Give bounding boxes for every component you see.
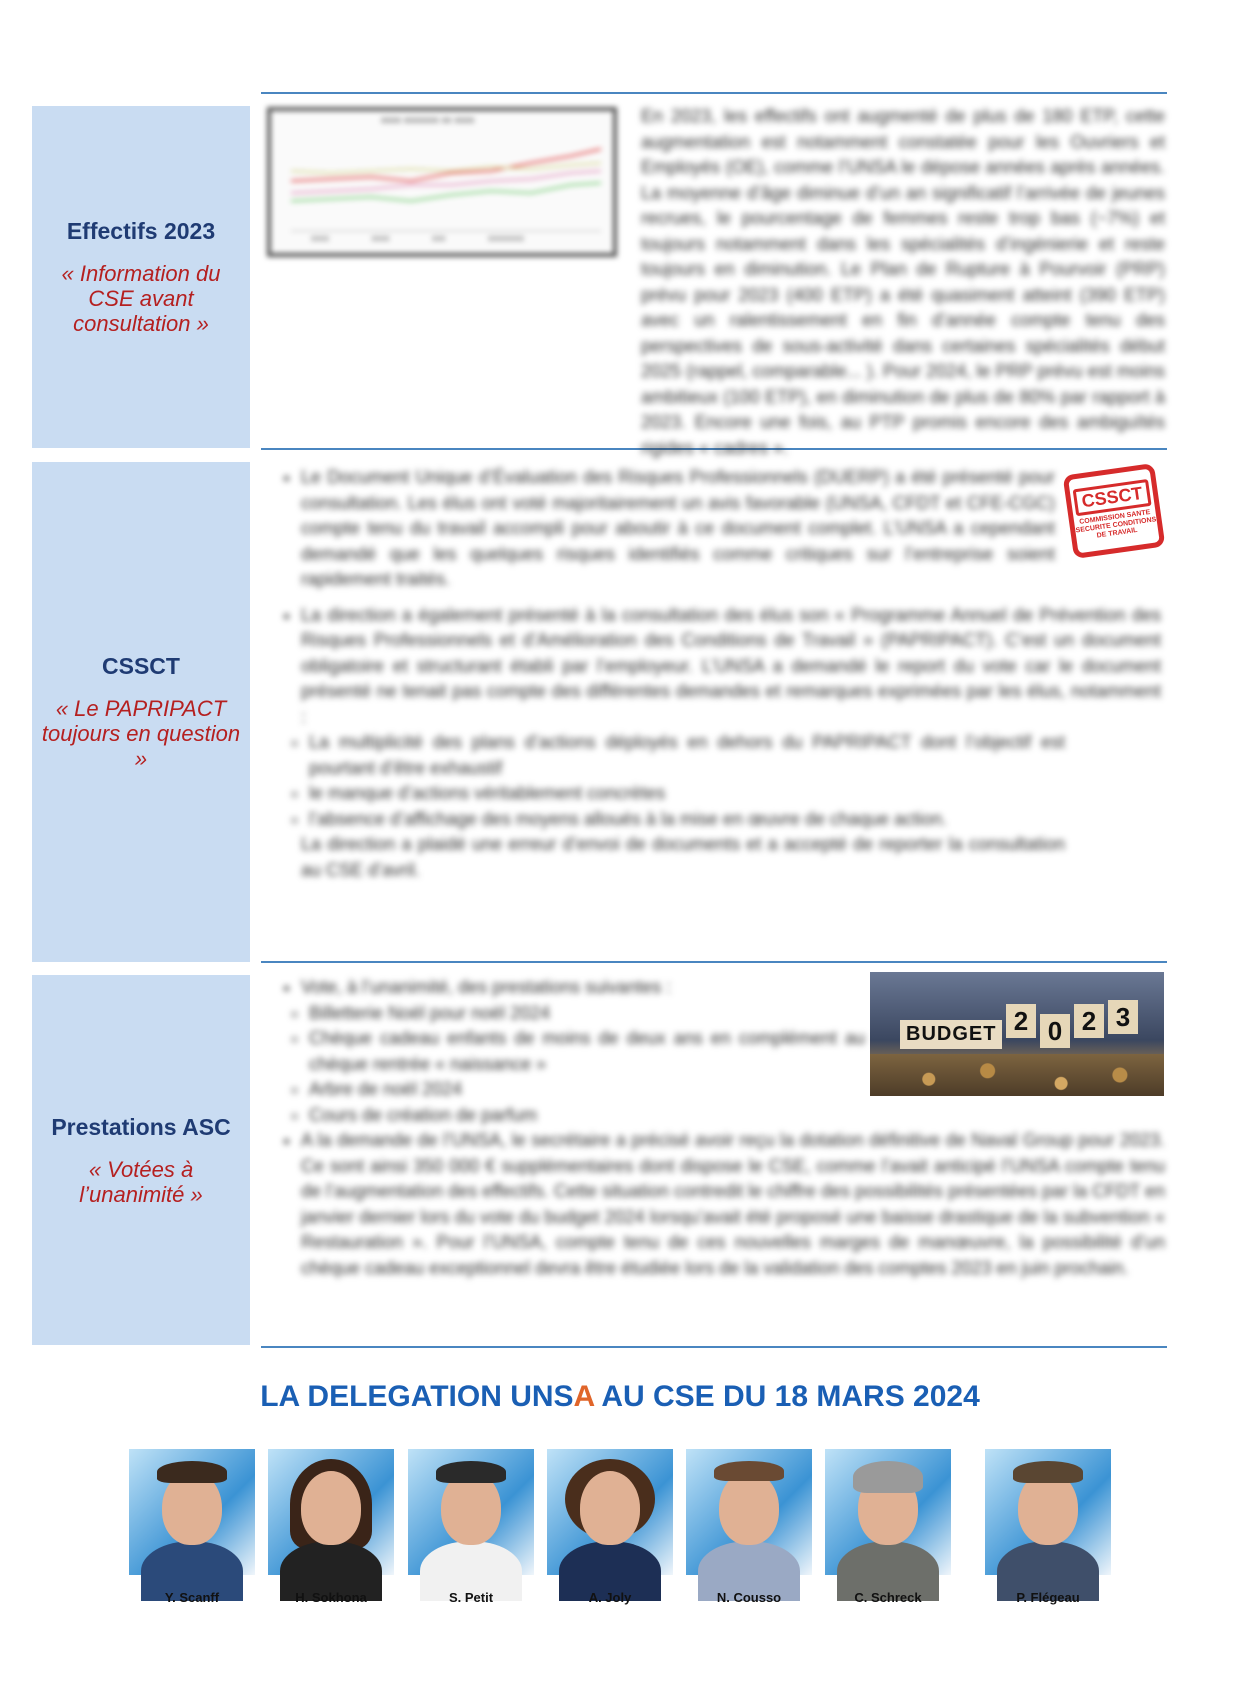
chart-caption: xxxx xxxxxxx xx xxxx: [381, 115, 475, 126]
year-digit: 3: [1108, 1000, 1138, 1034]
cssct-item: ◦ l’absence d’affichage des moyens alloués à la mise en œuvre de chaque action.: [309, 807, 1065, 833]
sidebar-prestations: [32, 975, 250, 1345]
budget-word: BUDGET: [900, 1020, 1002, 1049]
section-subtitle: « Le PAPRIPACT toujours en question »: [41, 696, 241, 771]
year-digit: 2: [1074, 1004, 1104, 1038]
sidebar-effectifs: [32, 106, 250, 448]
section-rule-top: [261, 92, 1167, 94]
effectifs-text: [265, 104, 1165, 458]
member-name: P. Flégeau: [1016, 1590, 1080, 1605]
avatar-member-2: [268, 1449, 394, 1575]
section-title: CSSCT: [102, 653, 180, 679]
delegation-title: [0, 1380, 1240, 1414]
cssct-item: ◦ le manque d’actions véritablement concrètes: [309, 781, 1065, 807]
prestations-paragraph-2: • A la demande de l’UNSA, le secrétaire a précisé avoir reçu la dotation définitive de Naval Group pour 2023. Ce sont ainsi 350 000 € supplémentaires dont dispose le CSE, comme l’avait anticipé l’UNSA compte tenu de l’augmentation des effectifs. Cette situation contredit le chiffre des possibilités présentées par la CFDT en janvier dernier lors du vote du budget 2024 lorsqu’avait été proposé une baisse drastique de la subvention « Restauration ». Pour l’UNSA, compte tenu de ces nouvelles marges de manœuvre, la possibilité d’un chèque cadeau exceptionnel devra être étudiée lors de la validation des comptes 2023 en juin prochain.: [301, 1128, 1165, 1281]
prestations-item: ◦ Billetterie Noël pour noël 2024: [309, 1001, 865, 1027]
member-name: H. Sokhona: [295, 1590, 367, 1605]
cssct-paragraph-2: • La direction a également présenté à la consultation des élus son « Programme Annuel de Prévention des Risques Professionnels et d’Amélioration des Conditions de Travail » (PAPRIPACT). C’est un document obligatoire et structurant établi par l’employeur. L’UNSA a demandé le report du vote car le document présenté ne tenait pas compte des différentes demandes et remarques exprimées par les élus, notamment :: [301, 603, 1161, 731]
effectifs-paragraph: En 2023, les effectifs ont augmenté de plus de 180 ETP, cette augmentation est notamment constatée pour les Ouvriers et Employés (OE), comme l’UNSA le dépose années après années. La moyenne d’âge diminue d’un an significatif l’arrivée de jeunes recrues, le pourcentage de femmes reste trop bas (~7%) et toujours notamment dans les spécialités d’ingénierie et reste toujours en diminution. Le Plan de Rupture à Pourvoir (PRP) prévu pour 2023 (400 ETP) a été quasiment atteint (390 ETP) avec un ralentissement en fin d’année compte tenu des perspectives de sous-activité dans certaines spécialités début 2025 (rappel, comparable... ). Pour 2024, le PRP prévu est moins ambitieux (100 ETP), en diminution de plus de 80% par rapport à 2023. Encore une fois, au PTP promis encore des ambiguïtés rigides « cadres ».: [641, 106, 1165, 458]
prestations-intro: • Vote, à l’unanimité, des prestations suivantes :: [301, 975, 865, 1001]
member-name: Y. Scanff: [164, 1590, 220, 1605]
year-digit: 0: [1040, 1014, 1070, 1048]
delegation-title-suffix: AU CSE DU 18 MARS 2024: [594, 1380, 980, 1413]
avatar-member-7: [985, 1449, 1111, 1575]
effectifs-text-wrap: [265, 104, 1165, 458]
cssct-stamp-logo: [1063, 463, 1166, 559]
delegation-title-accent: A: [573, 1380, 595, 1413]
section-rule-2: [261, 961, 1167, 963]
member-name: S. Petit: [448, 1590, 494, 1605]
section-title: Prestations ASC: [51, 1113, 231, 1140]
cssct-paragraph-3: La direction a plaidé une erreur d’envoi de documents et a accepté de reporter la consultation au CSE d’avril.: [301, 834, 1065, 880]
avatar-member-1: [129, 1449, 255, 1575]
delegation-title-prefix: LA DELEGATION UNS: [260, 1380, 574, 1413]
prestations-item: ◦ Cours de création de parfum: [309, 1103, 865, 1129]
section-title: Effectifs 2023: [66, 218, 216, 244]
member-name: C. Schreck: [854, 1590, 922, 1605]
cssct-paragraph-1: • Le Document Unique d’Évaluation des Risques Professionnels (DUERP) a été présenté pour consultation. Les élus ont voté majoritairement un avis favorable (UNSA, CFDT et CFE-CGC) compte tenu du travail accompli pour aboutir à ce document complet. L’UNSA a cependant demandé que les quelques risques identifiés comme critiques sur l’entreprise soient rapidement traités.: [301, 465, 1065, 593]
avatar-member-5: [686, 1449, 812, 1575]
chart-axis-labels: xxxx xxxx xxx xxxxxxxx: [311, 233, 525, 243]
section-rule-3: [261, 1346, 1167, 1348]
prestations-text: [265, 975, 1165, 1335]
prestations-item: ◦ Arbre de noël 2024: [309, 1077, 865, 1103]
section-subtitle: « Information du CSE avant consultation »: [61, 261, 221, 336]
year-digit: 2: [1006, 1004, 1036, 1038]
member-name: A. Joly: [588, 1590, 632, 1605]
avatar-member-4: [547, 1449, 673, 1575]
stamp-caption: COMMISSION SANTE SECURITE CONDITIONS DE TRAVAIL: [1075, 508, 1157, 540]
cssct-item: ◦ La multiplicité des plans d’actions déployés en dehors du PAPRIPACT dont l’objectif est pourtant d’être exhaustif: [309, 730, 1065, 781]
avatar-member-6: [825, 1449, 951, 1575]
stamp-title: CSSCT: [1073, 479, 1151, 516]
avatar-member-3: [408, 1449, 534, 1575]
section-subtitle: « Votées à l’unanimité »: [79, 1156, 203, 1207]
prestations-item: ◦ Chèque cadeau enfants de moins de deux ans en complément au chèque rentrée « naissance »: [309, 1026, 865, 1077]
sidebar-cssct: [32, 462, 250, 962]
member-name: N. Cousso: [716, 1590, 782, 1605]
